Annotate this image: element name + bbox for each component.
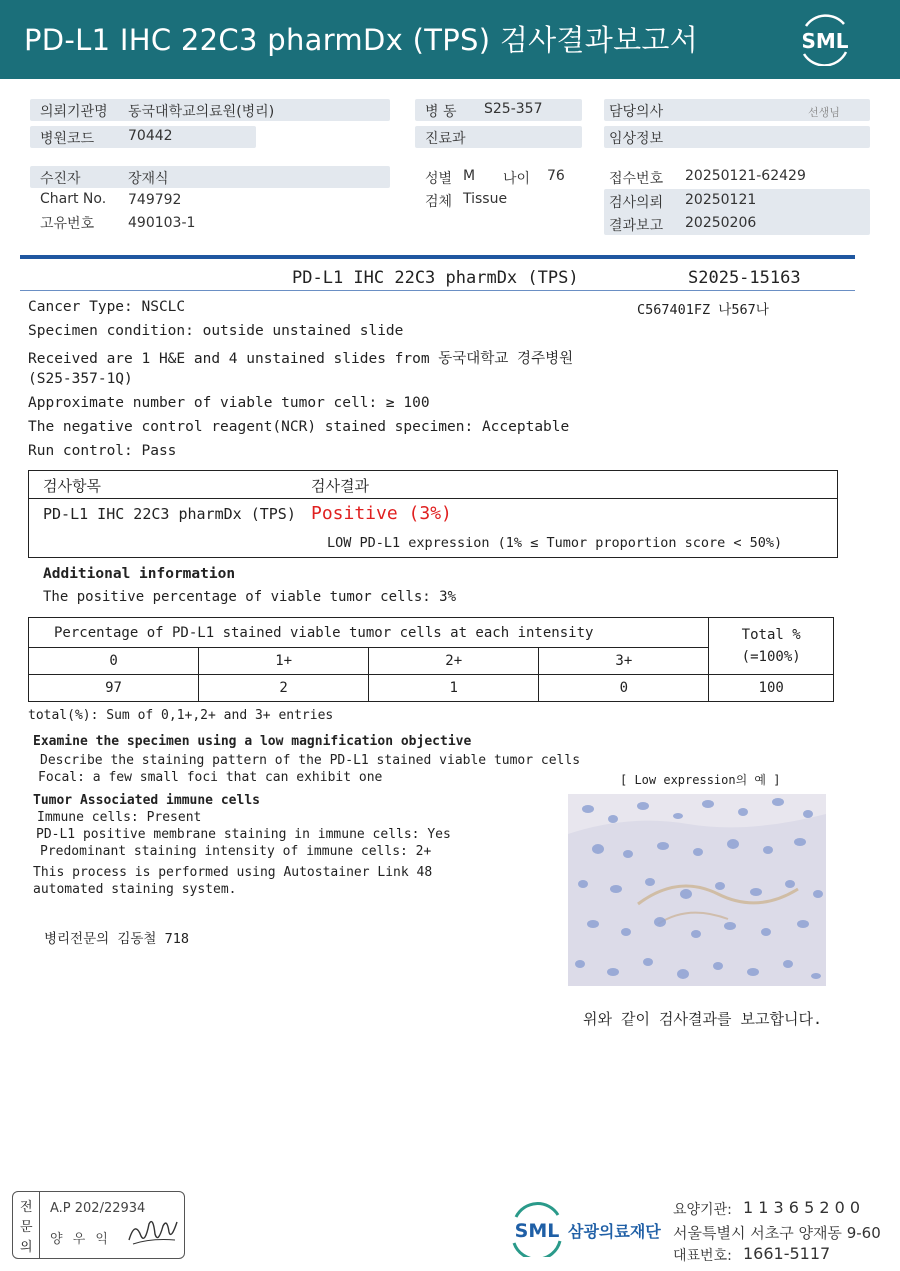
- report-title: PD-L1 IHC 22C3 pharmDx (TPS): [292, 268, 579, 288]
- stamp-ap-number: A.P 202/22934: [50, 1201, 146, 1216]
- phone-label: 대표번호:: [673, 1248, 732, 1264]
- report-line: Received are 1 H&E and 4 unstained slides from 동국대학교 경주병원: [28, 351, 574, 367]
- clinical-label: 임상정보: [609, 131, 664, 147]
- ward-label: 병 동: [425, 104, 457, 120]
- age-label: 나이: [503, 171, 531, 187]
- id-value: 490103-1: [128, 215, 196, 231]
- examine-line: Describe the staining pattern of the PD-L1 stained viable tumor cells: [40, 753, 581, 768]
- stamp-side-char: 전: [20, 1200, 33, 1215]
- sml-logo-text: SML: [801, 29, 849, 53]
- immune-line: PD-L1 positive membrane staining in immune cells: Yes: [36, 827, 451, 842]
- intensity-column-header: 2+: [369, 648, 539, 675]
- age-value: 76: [547, 168, 565, 184]
- blue-divider: [20, 255, 855, 259]
- stamp-side-char: 문: [20, 1220, 33, 1235]
- intensity-column-header: 3+: [539, 648, 709, 675]
- immune-title: Tumor Associated immune cells: [33, 793, 260, 808]
- immune-line: Predominant staining intensity of immune cells: 2+: [40, 844, 432, 859]
- org-name: 삼광의료재단: [568, 1222, 661, 1241]
- table-footnote: total(%): Sum of 0,1+,2+ and 3+ entries: [28, 708, 334, 723]
- report-line: Approximate number of viable tumor cell: ≥ 100: [28, 395, 430, 411]
- request-value: 20250121: [685, 192, 757, 208]
- intensity-table-header: Percentage of PD-L1 stained viable tumor cells at each intensity: [29, 618, 709, 648]
- stamp-side-char: 의: [20, 1240, 33, 1255]
- report-date-label: 결과보고: [609, 218, 664, 234]
- header-bar: [0, 0, 900, 79]
- pathologist: 병리전문의 김동철 718: [44, 931, 189, 947]
- chart-label: Chart No.: [40, 191, 107, 207]
- result-expression: LOW PD-L1 expression (1% ≤ Tumor proportion score < 50%): [327, 535, 783, 551]
- report-number: S2025-15163: [688, 268, 801, 288]
- intensity-value: 1: [369, 675, 539, 702]
- institution-value: 동국대학교의료원(병리): [128, 104, 275, 120]
- report-line: Cancer Type: NSCLC: [28, 299, 186, 315]
- intensity-total: 100: [709, 675, 834, 702]
- process-line: automated staining system.: [33, 882, 237, 897]
- report-line: Run control: Pass: [28, 443, 177, 459]
- doctor-label: 담당의사: [609, 104, 664, 120]
- result-box-divider: [29, 498, 837, 499]
- additional-text: The positive percentage of viable tumor cells: 3%: [43, 589, 457, 605]
- closing-text: 위와 같이 검사결과를 보고합니다.: [583, 1010, 822, 1028]
- result-item-header: 검사항목: [43, 477, 101, 495]
- total-header-cell: [709, 618, 834, 675]
- examine-line: Focal: a few small foci that can exhibit one: [38, 770, 383, 785]
- sex-label: 성별: [425, 171, 453, 187]
- result-value-header: 검사결과: [311, 477, 369, 495]
- patient-label: 수진자: [40, 171, 81, 187]
- receipt-value: 20250121-62429: [685, 168, 806, 184]
- ward-value: S25-357: [484, 101, 543, 117]
- patient-bar: [30, 166, 390, 188]
- hospital-code-value: 70442: [128, 128, 173, 144]
- report-line: Specimen condition: outside unstained slide: [28, 323, 404, 339]
- immune-line: Immune cells: Present: [37, 810, 202, 825]
- stamp-name: 양 우 익: [50, 1232, 111, 1247]
- hospital-code-label: 병원코드: [40, 131, 95, 147]
- report-code: C567401FZ 나567나: [637, 302, 769, 318]
- specimen-value: Tissue: [463, 191, 508, 207]
- result-positive: Positive (3%): [311, 503, 452, 524]
- report-line: The negative control reagent(NCR) stained specimen: Acceptable: [28, 419, 570, 435]
- receipt-label: 접수번호: [609, 171, 664, 187]
- intensity-value: 0: [539, 675, 709, 702]
- intensity-column-header: 1+: [199, 648, 369, 675]
- total-subheader: (=100%): [741, 649, 801, 665]
- image-caption: [ Low expression의 예 ]: [620, 773, 781, 787]
- total-header: Total %: [741, 627, 801, 643]
- examine-title: Examine the specimen using a low magnification objective: [33, 734, 472, 749]
- additional-title: Additional information: [43, 566, 236, 582]
- report-line: (S25-357-1Q): [28, 371, 133, 387]
- address: 서울특별시 서초구 양재동 9-60: [673, 1224, 881, 1242]
- doctor-suffix: 선생님: [808, 106, 840, 119]
- request-label: 검사의뢰: [609, 195, 664, 211]
- specimen-label: 검체: [425, 194, 453, 210]
- institution-label: 의뢰기관명: [40, 104, 108, 120]
- sml-logo-icon: [796, 12, 854, 66]
- intensity-table: [28, 617, 834, 702]
- dept-label: 진료과: [425, 131, 466, 147]
- code-value: 1 1 3 6 5 2 0 0: [743, 1198, 861, 1217]
- thin-divider: [20, 290, 855, 291]
- result-box: [28, 470, 838, 558]
- signature-icon: [125, 1210, 181, 1250]
- stamp-side-column: [13, 1192, 40, 1258]
- sex-value: M: [463, 168, 476, 184]
- phone-value: 1661-5117: [743, 1244, 831, 1263]
- intensity-column-header: 0: [29, 648, 199, 675]
- code-label: 요양기관:: [673, 1202, 732, 1218]
- sml-footer-logo-icon: [508, 1199, 566, 1257]
- result-item: PD-L1 IHC 22C3 pharmDx (TPS): [43, 505, 296, 523]
- sml-footer-logo-text: SML: [514, 1220, 560, 1242]
- microscopy-image: [568, 794, 826, 986]
- pathologist-stamp: [12, 1191, 185, 1259]
- report-date-value: 20250206: [685, 215, 757, 231]
- patient-value: 장재식: [128, 171, 169, 187]
- intensity-value: 97: [29, 675, 199, 702]
- chart-value: 749792: [128, 192, 182, 208]
- id-label: 고유번호: [40, 216, 95, 232]
- intensity-value: 2: [199, 675, 369, 702]
- page-title: PD-L1 IHC 22C3 pharmDx (TPS) 검사결과보고서: [24, 23, 699, 57]
- process-line: This process is performed using Autostainer Link 48: [33, 865, 433, 880]
